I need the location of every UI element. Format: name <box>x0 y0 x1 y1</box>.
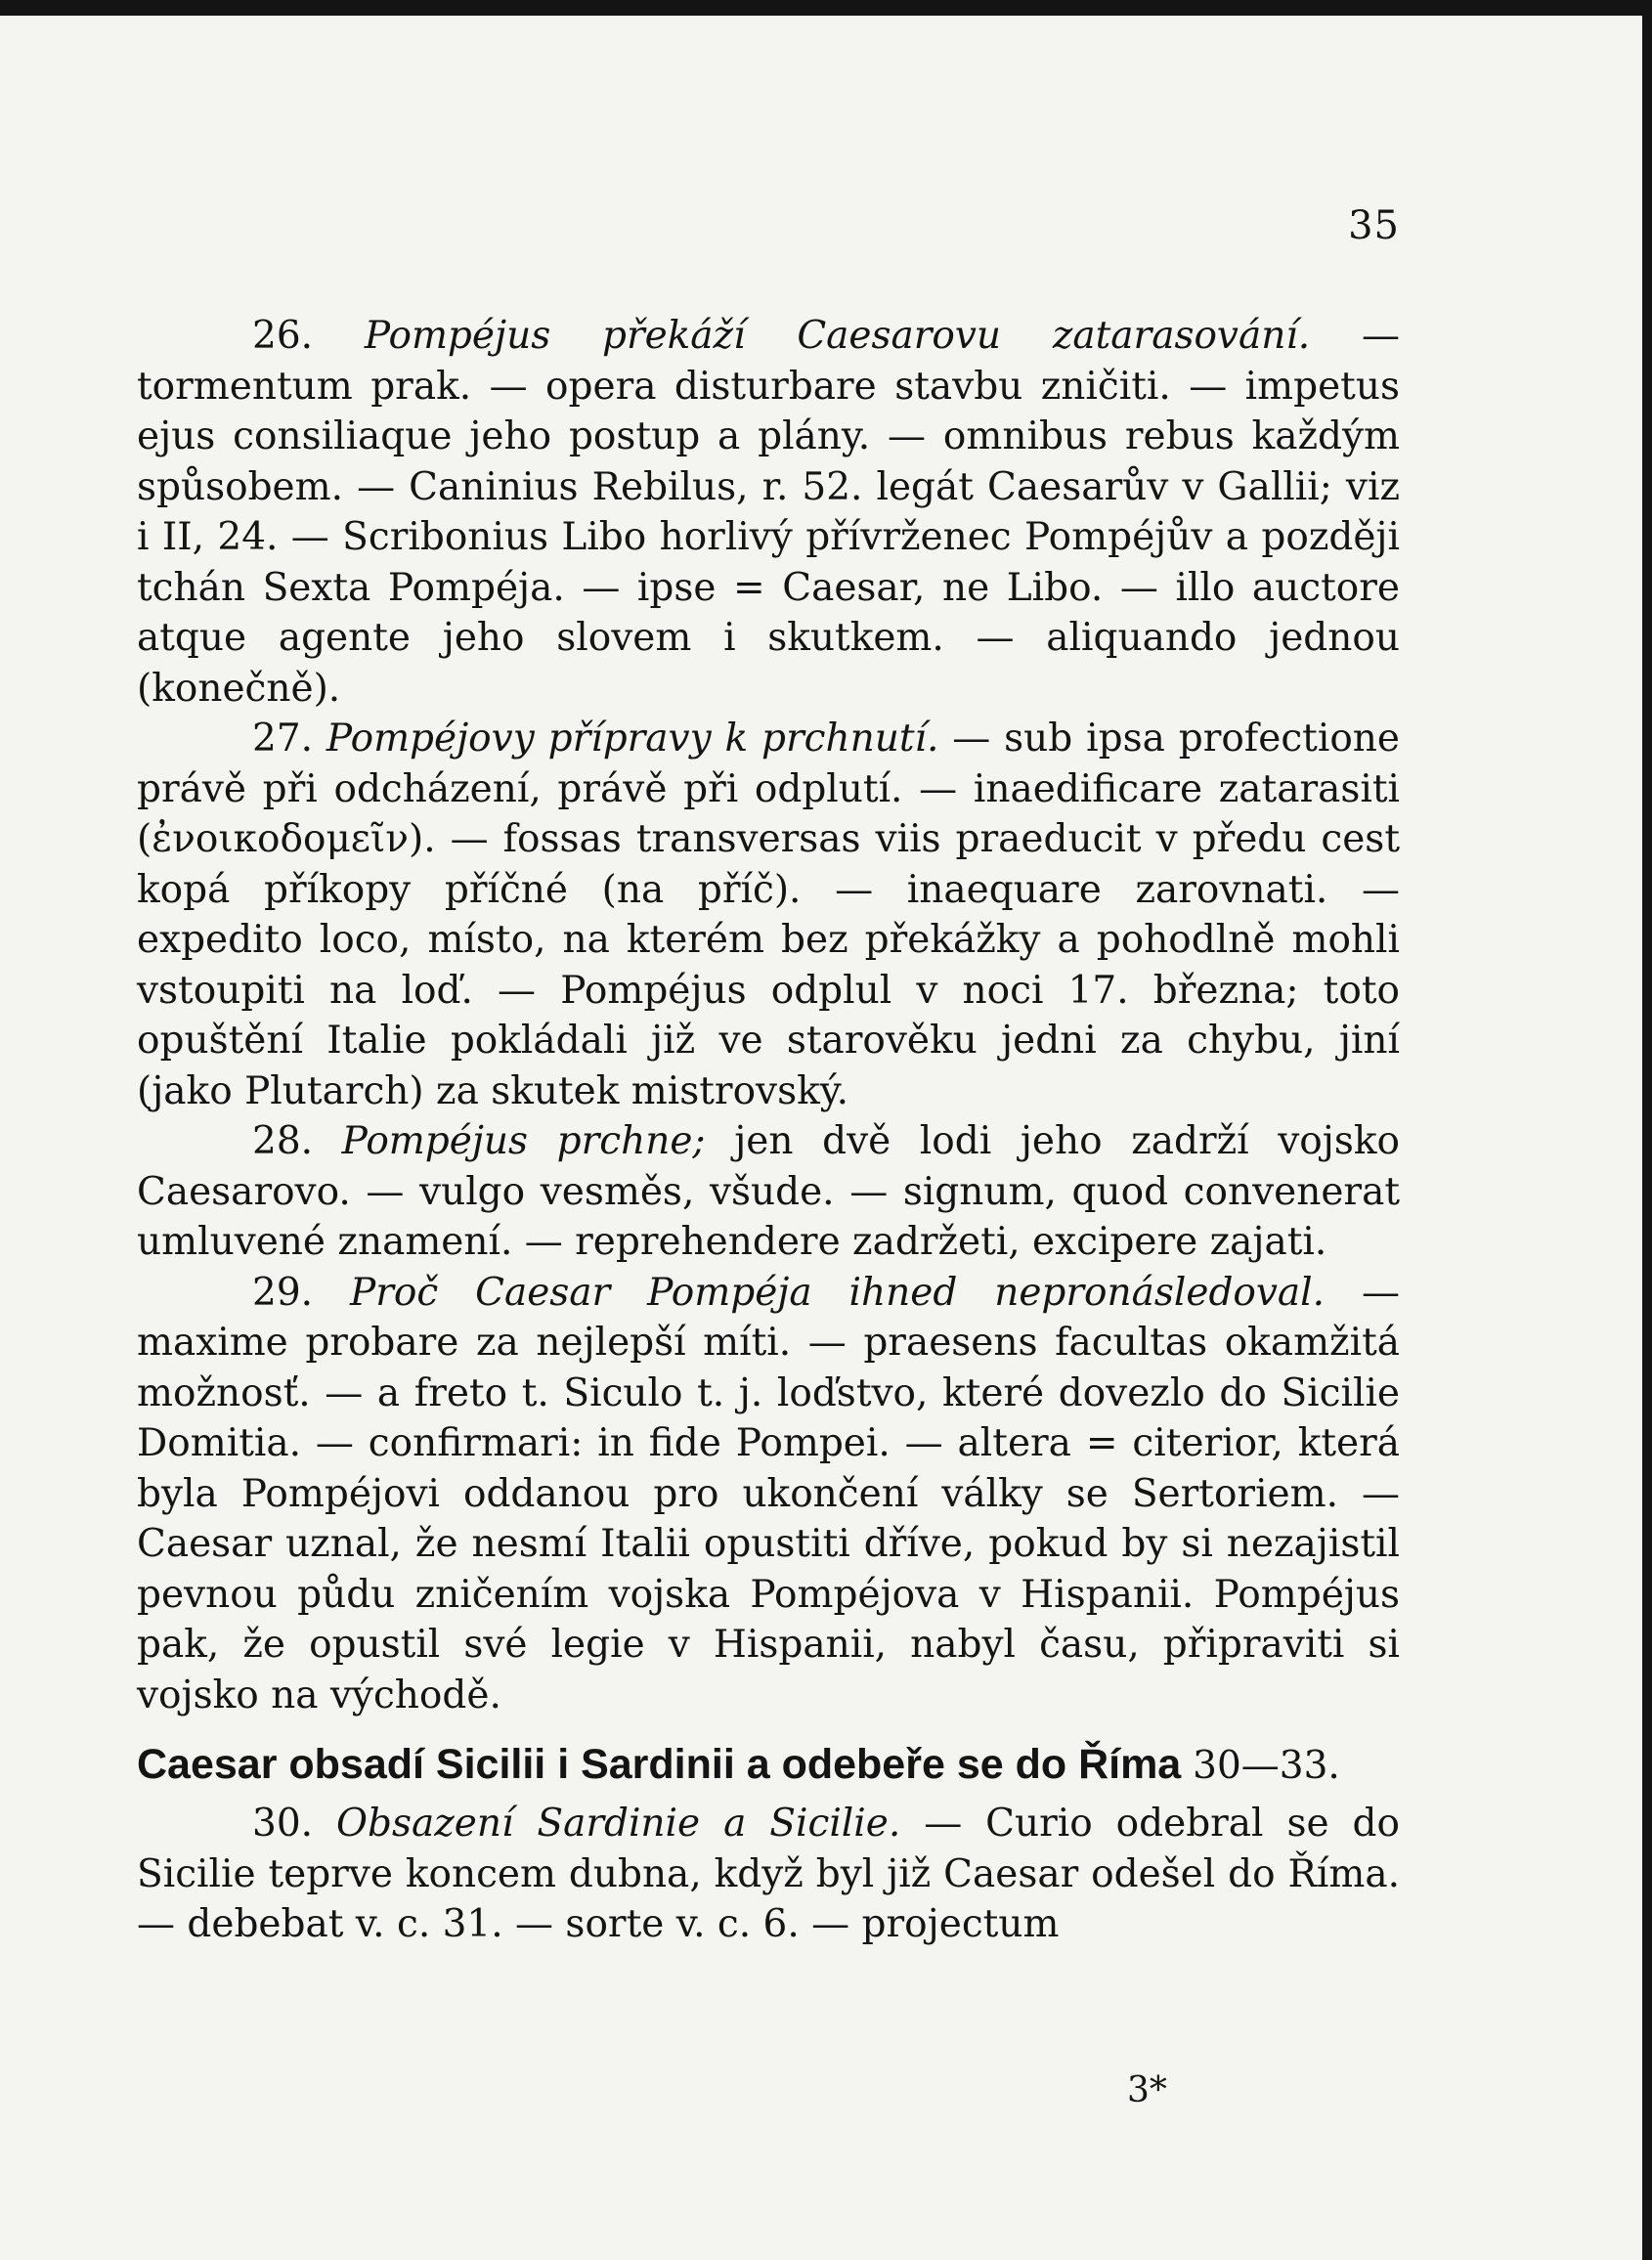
paragraph-text: — Curio odebral se do Sicilie teprve koncem dubna, když byl již Caesar odešel do Říma. — debebat v. c. 31. — sorte v. c. 6. — projectum <box>137 1802 1400 1946</box>
section-heading-range: 30—33. <box>1193 1744 1340 1788</box>
paragraph-26 <box>137 311 1400 714</box>
paragraph-title: Obsazení Sardinie a Sicilie. <box>336 1802 901 1846</box>
paragraph-number: 29. <box>252 1270 314 1315</box>
paragraph-number: 26. <box>252 314 314 358</box>
section-heading-title: Caesar obsadí Sicilii i Sardinii a odebeře se do Říma <box>137 1741 1182 1788</box>
section-heading <box>137 1738 1400 1793</box>
paragraph-number: 30. <box>252 1802 314 1846</box>
paragraph-text: — sub ipsa profectione právě při odcházení, právě při odplutí. — inaedificare zatarasiti (ἐνοικοδομεῖν). — fossas transversas viis praeducit v předu cest kopá příkopy příčné (na příč). — inaequare zarovnati. — expedito loco, místo, na kterém bez překážky a pohodlně mohli vstoupiti na loď. — Pompéjus odplul v noci 17. března; toto opuštění Italie pokládali již ve starověku jedni za chybu, jiní (jako Plutarch) za skutek mistrovský. <box>137 717 1400 1113</box>
paragraph-text: — tormentum prak. — opera disturbare stavbu zničiti. — impetus ejus consiliaque jeho postup a plány. — omnibus rebus každým spůsobem. — Caninius Rebilus, r. 52. legát Caesarův v Gallii; viz i II, 24. — Scribonius Libo horlivý přívrženec Pompéjův a později tchán Sexta Pompéja. — ipse = Caesar, ne Libo. — illo auctore atque agente jeho slovem i skutkem. — aliquando jednou (konečně). <box>137 314 1400 711</box>
signature-mark: 3* <box>1127 2070 1167 2110</box>
paragraph-text: — maxime probare za nejlepší míti. — praesens facultas okamžitá možnosť. — a freto t. Siculo t. j. loďstvo, které dovezlo do Sicilie Domitia. — confirmari: in fide Pompei. — altera = citerior, která byla Pompéjovi oddanou pro ukončení války se Sertoriem. — Caesar uznal, že nesmí Italii opustiti dříve, pokud by si nezajistil pevnou půdu zničením vojska Pompéjova v Hispanii. Pompéjus pak, že opustil své legie v Hispanii, nabyl času, připraviti si vojsko na východě. <box>137 1270 1400 1717</box>
paragraph-27 <box>137 714 1400 1116</box>
page-edge-top <box>0 0 1652 16</box>
page-number: 35 <box>1348 203 1400 248</box>
paragraph-29 <box>137 1268 1400 1721</box>
page-edge-right <box>1642 0 1652 2260</box>
paragraph-title: Pompéjus překáží Caesarovu zatarasování. <box>364 314 1311 358</box>
paragraph-title: Pompéjus prchne; <box>341 1119 706 1163</box>
body-text <box>137 311 1400 1950</box>
paragraph-number: 27. <box>252 717 314 761</box>
paragraph-title: Proč Caesar Pompéja ihned nepronásledoval. <box>349 1270 1326 1315</box>
paragraph-30 <box>137 1799 1400 1950</box>
paragraph-number: 28. <box>252 1119 314 1163</box>
paragraph-28 <box>137 1116 1400 1268</box>
paragraph-text: jen dvě lodi jeho zadrží vojsko Caesarovo. — vulgo vesměs, všude. — signum, quod convenerat umluvené znamení. — reprehendere zadržeti, excipere zajati. <box>137 1119 1400 1264</box>
paragraph-title: Pompéjovy přípravy k prchnutí. <box>326 717 939 761</box>
